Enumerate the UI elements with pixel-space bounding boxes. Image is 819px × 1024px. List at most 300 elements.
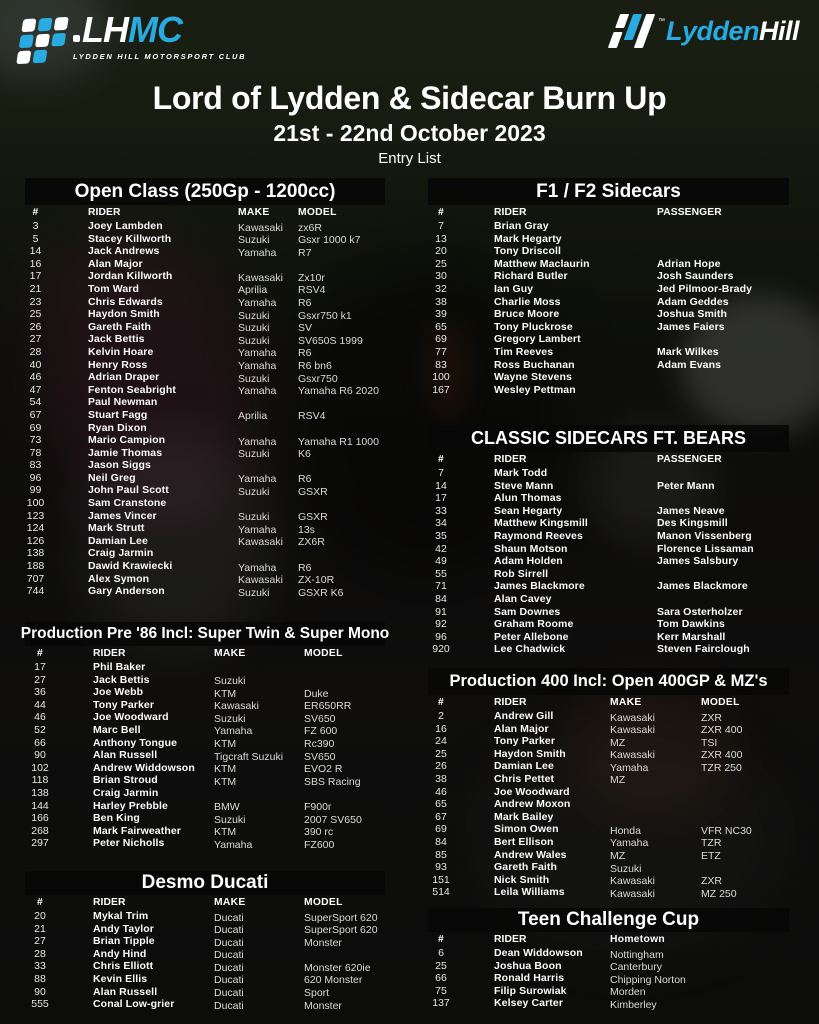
entry-number: 90 xyxy=(34,749,46,762)
table-row xyxy=(428,308,789,321)
rider-name: James Vincer xyxy=(88,509,157,522)
entry-number: 77 xyxy=(435,345,447,358)
rider-name: Richard Butler xyxy=(494,270,568,283)
column-header-rider-name: RIDER xyxy=(494,697,527,708)
table-row xyxy=(25,333,385,346)
table-row xyxy=(428,371,789,384)
rider-name: Sam Cranstone xyxy=(88,497,167,510)
entry-number: 28 xyxy=(34,947,46,960)
table-row xyxy=(25,800,385,813)
make: Suzuki xyxy=(238,309,270,322)
column-header-rider-name: RIDER xyxy=(93,897,126,908)
entry-table-classic-sidecars xyxy=(428,454,789,656)
table-row xyxy=(428,748,789,761)
section-title-bar xyxy=(25,871,385,895)
table-row xyxy=(25,948,385,961)
entry-table-f1-f2-sidecars xyxy=(428,207,789,396)
model: Monster xyxy=(304,936,342,949)
model: Gsxr 1000 k7 xyxy=(298,234,361,247)
model: RSV4 xyxy=(298,410,326,423)
entry-number: 54 xyxy=(29,396,42,409)
entry-number: 65 xyxy=(435,798,447,811)
rider-name: Matthew Kingsmill xyxy=(494,517,588,530)
rider-name: Chris Elliott xyxy=(93,960,154,973)
lhmc-wordmark xyxy=(73,10,246,50)
passenger-name: Tom Dawkins xyxy=(657,618,726,631)
passenger-name: James Neave xyxy=(657,504,725,517)
table-row xyxy=(25,973,385,986)
rider-name: Mark Todd xyxy=(494,467,548,479)
rider-name: Harley Prebble xyxy=(93,799,168,812)
section-teen-challenge-cup xyxy=(428,908,789,1010)
table-row xyxy=(428,296,789,309)
table-header-row xyxy=(428,207,789,220)
make: Kawasaki xyxy=(610,749,655,762)
make: Kawasaki xyxy=(238,536,283,549)
make: Kawasaki xyxy=(610,875,655,888)
passenger-name: Joshua Smith xyxy=(657,308,728,321)
entry-number: 13 xyxy=(435,232,447,245)
table-row xyxy=(25,422,385,435)
section-title: Open Class (250Gp - 1200cc) xyxy=(74,180,336,202)
make: KTM xyxy=(214,775,237,788)
rider-name: Andrew Wales xyxy=(494,848,567,861)
model: Monster 620ie xyxy=(304,961,371,974)
model: SV650 xyxy=(304,712,336,725)
rider-name: Bert Ellison xyxy=(494,835,554,848)
model: Gsxr750 k1 xyxy=(298,309,352,322)
make: Ducati xyxy=(214,911,244,924)
entry-number: 151 xyxy=(432,873,450,886)
section-desmo-ducati xyxy=(25,871,385,1011)
table-row xyxy=(25,484,385,497)
entry-number: 85 xyxy=(435,848,447,861)
table-row xyxy=(25,749,385,762)
table-row xyxy=(25,308,385,321)
passenger-name: Sara Osterholzer xyxy=(657,605,743,618)
model: ZXR 400 xyxy=(701,749,743,762)
entry-number: 84 xyxy=(435,835,447,848)
entry-number: 27 xyxy=(29,333,42,346)
make: MZ xyxy=(610,774,626,787)
entry-number: 83 xyxy=(435,358,447,371)
table-row xyxy=(428,333,789,346)
entry-number: 90 xyxy=(34,985,46,998)
rider-name: Fenton Seabright xyxy=(88,383,176,396)
table-row xyxy=(25,346,385,359)
rider-name: Tony Parker xyxy=(494,735,556,748)
entry-number: 707 xyxy=(26,572,45,585)
section-title-bar xyxy=(25,178,385,205)
rider-name: Wayne Stevens xyxy=(494,371,572,384)
rider-name: Chris Edwards xyxy=(88,295,163,308)
rider-name: Tom Ward xyxy=(88,282,139,295)
passenger-name: Mark Wilkes xyxy=(657,345,719,358)
rider-name: Mario Campion xyxy=(88,434,166,447)
entry-number: 71 xyxy=(435,580,447,593)
rider-name: Alex Symon xyxy=(88,572,150,585)
table-row xyxy=(25,661,385,674)
entry-number: 42 xyxy=(435,542,447,555)
rider-name: Tim Reeves xyxy=(494,345,554,358)
section-production-pre-86 xyxy=(20,622,390,851)
make: Yamaha xyxy=(238,523,277,536)
rider-name: Alan Major xyxy=(494,722,549,735)
table-row xyxy=(428,985,789,998)
table-row xyxy=(25,699,385,712)
table-row xyxy=(428,760,789,773)
rider-name: Andrew Widdowson xyxy=(93,761,195,774)
model: SV xyxy=(298,322,313,335)
lyddenhill-wordmark xyxy=(666,16,799,47)
model: 390 rc xyxy=(304,826,334,839)
rider-name: Ian Guy xyxy=(494,282,534,295)
model: K6 xyxy=(298,448,311,461)
rider-name: Craig Jarmin xyxy=(93,786,159,799)
rider-name: Chris Pettet xyxy=(494,772,555,785)
table-row xyxy=(25,270,385,283)
passenger-name: James Blackmore xyxy=(657,580,748,593)
rider-name: Graham Roome xyxy=(494,618,574,631)
entry-number: 78 xyxy=(29,446,42,459)
table-row xyxy=(428,270,789,283)
section-title-bar xyxy=(20,622,390,646)
table-row xyxy=(428,480,789,493)
table-header-row xyxy=(428,934,789,947)
rider-name: Haydon Smith xyxy=(88,308,160,321)
entry-number: 26 xyxy=(435,760,447,773)
entry-number: 188 xyxy=(26,560,45,573)
table-row xyxy=(428,861,789,874)
make: Kawasaki xyxy=(610,711,655,724)
rider-name: Peter Nicholls xyxy=(93,837,165,850)
column-header-make: MAKE xyxy=(238,207,270,218)
make: KTM xyxy=(214,763,237,776)
rider-name: Stacey Killworth xyxy=(88,232,172,245)
entry-number: 126 xyxy=(26,534,45,547)
rider-name: Alan Russell xyxy=(93,749,158,762)
passenger-name: Steven Fairclough xyxy=(657,643,750,656)
passenger-name: Adam Evans xyxy=(657,358,722,371)
entry-number: 26 xyxy=(29,320,42,333)
rider-name: Phil Baker xyxy=(93,661,146,673)
rider-name: Wesley Pettman xyxy=(494,383,576,396)
entry-number: 25 xyxy=(435,959,447,972)
table-row xyxy=(25,960,385,973)
make: Yamaha xyxy=(214,725,253,738)
passenger-name: Adam Geddes xyxy=(657,295,729,308)
model: SV650S 1999 xyxy=(298,334,363,347)
rider-name: Andrew Moxon xyxy=(494,798,571,811)
passenger-name: Manon Vissenberg xyxy=(657,529,752,542)
rider-name: Mark Fairweather xyxy=(93,824,181,837)
entry-number: 20 xyxy=(34,910,46,922)
rider-name: Steve Mann xyxy=(494,479,554,492)
entry-number: 920 xyxy=(432,643,450,656)
table-row xyxy=(428,997,789,1010)
table-row xyxy=(428,960,789,973)
table-row xyxy=(25,837,385,850)
rider-name: Jack Bettis xyxy=(88,333,145,346)
section-title-bar xyxy=(428,178,789,205)
table-row xyxy=(25,510,385,523)
column-header-model: MODEL xyxy=(304,897,343,908)
event-date: 21st - 22nd October 2023 xyxy=(273,120,546,146)
model: ETZ xyxy=(701,850,721,863)
table-row xyxy=(428,258,789,271)
rider-name: Paul Newman xyxy=(88,396,158,409)
table-row xyxy=(428,233,789,246)
table-row xyxy=(25,409,385,422)
entry-number: 69 xyxy=(435,333,447,346)
entry-number: 744 xyxy=(26,585,45,598)
make: Suzuki xyxy=(214,813,246,826)
table-row xyxy=(25,245,385,258)
passenger-name: Kerr Marshall xyxy=(657,630,726,643)
make: MZ xyxy=(610,850,626,863)
table-row xyxy=(428,492,789,505)
entry-number: 33 xyxy=(34,960,46,973)
table-row xyxy=(428,618,789,631)
table-row xyxy=(25,573,385,586)
table-row xyxy=(25,321,385,334)
model: SV650 xyxy=(304,750,336,763)
entry-number: 3 xyxy=(32,220,39,232)
hometown: Canterbury xyxy=(610,961,662,974)
table-row xyxy=(428,593,789,606)
rider-name: Gary Anderson xyxy=(88,585,165,598)
entry-number: 66 xyxy=(435,972,447,985)
rider-name: Joshua Boon xyxy=(494,959,562,972)
entry-number: 38 xyxy=(435,772,447,785)
table-row xyxy=(25,998,385,1011)
column-header-entry-number: # xyxy=(437,697,445,708)
rider-name: Brian Stroud xyxy=(93,774,158,787)
entry-number: 93 xyxy=(435,861,447,874)
entry-number: 92 xyxy=(435,618,447,631)
column-header-entry-number: # xyxy=(36,648,44,659)
rider-name: Alan Cavey xyxy=(494,592,552,605)
make: Ducati xyxy=(214,961,244,974)
rider-name: Raymond Reeves xyxy=(494,529,583,542)
rider-name: Alun Thomas xyxy=(494,492,562,505)
entry-number: 514 xyxy=(432,886,450,899)
entry-number: 16 xyxy=(29,257,42,270)
rider-name: Bruce Moore xyxy=(494,308,560,321)
rider-name: Mark Hegarty xyxy=(494,232,562,245)
rider-name: Alan Russell xyxy=(93,985,158,998)
entry-number: 69 xyxy=(29,421,42,434)
section-open-class xyxy=(25,178,385,598)
model: SBS Racing xyxy=(304,775,361,788)
section-title: Desmo Ducati xyxy=(141,872,269,893)
rider-name: Gareth Faith xyxy=(88,320,152,333)
rider-name: Gareth Faith xyxy=(494,861,558,874)
entry-number: 96 xyxy=(435,630,447,643)
table-row xyxy=(428,359,789,372)
column-header-make: MAKE xyxy=(214,648,246,659)
table-row xyxy=(25,825,385,838)
section-title: Production Pre '86 Incl: Super Twin & Super Mono xyxy=(20,625,390,642)
rider-name: Andy Hind xyxy=(93,947,147,960)
entry-number: 137 xyxy=(432,997,450,1010)
rider-name: Sean Hegarty xyxy=(494,504,563,517)
entry-number: 167 xyxy=(432,383,450,396)
rider-name: Marc Bell xyxy=(93,723,141,736)
table-row xyxy=(25,910,385,923)
model: R6 xyxy=(298,347,312,360)
section-title-bar xyxy=(428,908,789,932)
entry-number: 27 xyxy=(34,935,46,948)
make: Yamaha xyxy=(238,297,277,310)
rider-name: Mark Bailey xyxy=(494,810,554,823)
entry-number: 52 xyxy=(34,723,46,736)
make: Suzuki xyxy=(214,712,246,725)
entry-number: 40 xyxy=(29,358,42,371)
lyddenhill-hill: Hill xyxy=(758,15,799,46)
make: Suzuki xyxy=(238,511,270,524)
table-row xyxy=(428,723,789,736)
entry-number: 124 xyxy=(26,522,45,535)
column-header-rider-name: RIDER xyxy=(88,207,121,218)
entry-number: 34 xyxy=(435,517,447,530)
table-row xyxy=(428,384,789,397)
rider-name: Henry Ross xyxy=(88,358,148,371)
table-row xyxy=(25,233,385,246)
entry-number: 24 xyxy=(435,735,447,748)
table-row xyxy=(428,849,789,862)
model: 2007 SV650 xyxy=(304,813,362,826)
model: R7 xyxy=(298,246,312,259)
lhmc-logo xyxy=(20,10,246,63)
entry-number: 7 xyxy=(438,467,444,479)
lhmc-dot xyxy=(73,35,80,42)
rider-name: Peter Allebone xyxy=(494,630,569,643)
rider-name: Nick Smith xyxy=(494,873,550,886)
table-row xyxy=(25,762,385,775)
rider-name: John Paul Scott xyxy=(88,484,169,497)
make: Suzuki xyxy=(238,372,270,385)
entry-number: 7 xyxy=(438,220,444,232)
column-header-rider-name: RIDER xyxy=(494,934,527,945)
table-row xyxy=(25,359,385,372)
lhmc-lh: LH xyxy=(82,9,128,50)
rider-name: Alan Major xyxy=(88,257,143,270)
model: R6 xyxy=(298,473,312,486)
entry-number: 67 xyxy=(29,408,42,421)
entry-number: 33 xyxy=(435,504,447,517)
hometown: Kimberley xyxy=(610,998,657,1011)
rider-name: Kelvin Hoare xyxy=(88,345,154,358)
rider-name: Jason Siggs xyxy=(88,459,151,472)
model: GSXR xyxy=(298,485,328,498)
table-row xyxy=(428,798,789,811)
column-header-hometown: Hometown xyxy=(610,934,666,945)
table-row xyxy=(428,836,789,849)
entry-number: 25 xyxy=(29,308,42,321)
model: Yamaha R1 1000 xyxy=(298,435,379,448)
rider-name: Neil Greg xyxy=(88,471,136,484)
make: Kawasaki xyxy=(238,221,283,234)
rider-name: Tony Parker xyxy=(93,698,155,711)
passenger-name: Jed Pilmoor-Brady xyxy=(657,282,753,295)
lhmc-mc: MC xyxy=(128,9,182,50)
rider-name: Dean Widdowson xyxy=(494,947,583,959)
column-header-model: MODEL xyxy=(304,648,343,659)
model: ZX6R xyxy=(298,536,325,549)
entry-number: 166 xyxy=(31,812,49,825)
entry-number: 100 xyxy=(26,497,45,510)
column-header-rider-name: RIDER xyxy=(494,454,527,465)
rider-name: Anthony Tongue xyxy=(93,736,178,749)
table-row xyxy=(428,283,789,296)
rider-name: Sam Downes xyxy=(494,605,561,618)
model: Monster xyxy=(304,999,342,1012)
rider-name: Rob Sirrell xyxy=(494,567,549,580)
make: Kawasaki xyxy=(610,724,655,737)
make: Yamaha xyxy=(214,838,253,851)
table-row xyxy=(25,497,385,510)
entry-number: 100 xyxy=(432,371,450,384)
entry-number: 17 xyxy=(34,661,46,673)
table-row xyxy=(428,947,789,960)
table-row xyxy=(25,296,385,309)
make: Suzuki xyxy=(238,322,270,335)
entry-number: 55 xyxy=(435,567,447,580)
rider-name: Mark Strutt xyxy=(88,522,145,535)
column-header-passenger-name: PASSENGER xyxy=(657,454,722,465)
column-header-make: MAKE xyxy=(610,697,642,708)
table-row xyxy=(25,686,385,699)
make: Yamaha xyxy=(238,561,277,574)
rider-name: Stuart Fagg xyxy=(88,408,148,421)
model: 13s xyxy=(298,523,315,536)
entry-number: 91 xyxy=(435,605,447,618)
entry-number: 84 xyxy=(435,592,447,605)
model: R6 xyxy=(298,561,312,574)
rider-name: Ross Buchanan xyxy=(494,358,575,371)
entry-number: 268 xyxy=(31,824,49,837)
table-row xyxy=(428,786,789,799)
table-row xyxy=(428,568,789,581)
rider-name: Dawid Krawiecki xyxy=(88,560,173,573)
table-row xyxy=(25,724,385,737)
make: KTM xyxy=(214,826,237,839)
make: Aprilia xyxy=(238,284,268,297)
entry-number: 35 xyxy=(435,529,447,542)
model: R6 xyxy=(298,297,312,310)
rider-name: Jamie Thomas xyxy=(88,446,163,459)
model: Yamaha R6 2020 xyxy=(298,385,379,398)
rider-name: Andrew Gill xyxy=(494,710,554,722)
table-row xyxy=(428,886,789,899)
make: MZ xyxy=(610,736,626,749)
model: RSV4 xyxy=(298,284,326,297)
entry-number: 46 xyxy=(435,785,447,798)
entry-number: 17 xyxy=(29,270,42,283)
hometown: Nottingham xyxy=(610,948,664,961)
table-row xyxy=(25,935,385,948)
entry-number: 25 xyxy=(435,747,447,760)
passenger-name: Des Kingsmill xyxy=(657,517,728,530)
make: Suzuki xyxy=(238,586,270,599)
entry-number: 88 xyxy=(34,972,46,985)
table-row xyxy=(25,787,385,800)
section-title: F1 / F2 Sidecars xyxy=(536,180,681,202)
model: ZXR 400 xyxy=(701,724,743,737)
entry-number: 66 xyxy=(34,736,46,749)
passenger-name: Peter Mann xyxy=(657,479,715,492)
